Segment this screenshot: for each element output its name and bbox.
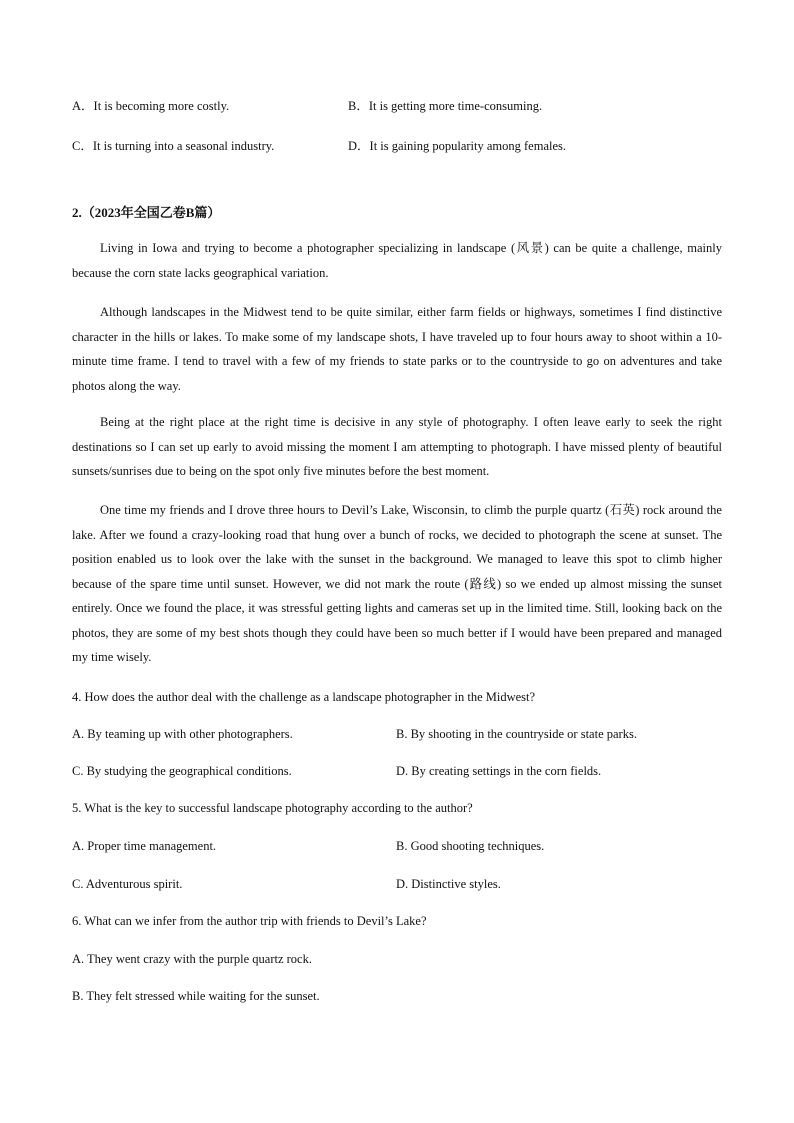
- passage-paragraph-3: Being at the right place at the right time is decisive in any style of photography. I often leave early to seek the right destinations so I can set up early to avoid missing the moment I am attempting to photograph. I have missed plenty of beautiful sunsets/sunrises due to being on the spot only five minutes before the best moment.: [72, 415, 722, 478]
- question-5-option-d: D. Distinctive styles.: [396, 877, 501, 891]
- question-4-option-c: C. By studying the geographical conditions.: [72, 764, 292, 778]
- question-4-option-d: D. By creating settings in the corn fields.: [396, 764, 602, 778]
- passage-paragraph-1: Living in Iowa and trying to become a photographer specializing in landscape (风景) can be quite a challenge, mainly because the corn state lacks geographical variation.: [72, 241, 722, 280]
- question-5-option-a: A. Proper time management.: [72, 839, 217, 853]
- question-5-option-c: C. Adventurous spirit.: [72, 877, 183, 891]
- question-4-option-b: B. By shooting in the countryside or state parks.: [396, 727, 637, 741]
- passage-paragraph-2: Although landscapes in the Midwest tend to be quite similar, either farm fields or highways, sometimes I find distinctive character in the hills or lakes. To make some of my landscape shots, I have traveled up to four hours away to shoot within a 10-minute time frame. I tend to travel with a few of my friends to state parks or to the countryside to go on adventures and take photos along the way.: [72, 305, 722, 393]
- question-5-option-b: B. Good shooting techniques.: [396, 839, 545, 853]
- passage-paragraph-4: One time my friends and I drove three hours to Devil’s Lake, Wisconsin, to climb the purple quartz (石英) rock around the lake. After we found a crazy-looking road that hung over a bunch of rocks, we decided to photograph the scene at sunset. The position enabled us to look over the lake with the sunset in the background. We managed to leave this spot to climb higher because of the spare time until sunset. However, we did not mark the route (路线) so we ended up almost missing the sunset entirely. Once we found the place, it was stressful getting lights and cameras set up in the limited time. Still, looking back on the photos, they are some of my best shots though they could have been so much better if I would have been prepared and managed my time wisely.: [72, 503, 722, 664]
- question-4-stem: 4. How does the author deal with the challenge as a landscape photographer in the Midwest?: [72, 690, 536, 704]
- section-heading: 2.（2023年全国乙卷B篇）: [72, 205, 221, 220]
- question-6-option-a: A. They went crazy with the purple quartz rock.: [72, 952, 312, 966]
- prev-option-a: A．It is becoming more costly.: [72, 99, 230, 113]
- prev-option-d: D．It is gaining popularity among females.: [348, 139, 567, 153]
- question-6-stem: 6. What can we infer from the author trip with friends to Devil’s Lake?: [72, 914, 427, 928]
- question-6-option-b: B. They felt stressed while waiting for the sunset.: [72, 989, 320, 1003]
- question-4-option-a: A. By teaming up with other photographers.: [72, 727, 293, 741]
- prev-option-c: C．It is turning into a seasonal industry.: [72, 139, 275, 153]
- prev-option-b: B．It is getting more time-consuming.: [348, 99, 543, 113]
- question-5-stem: 5. What is the key to successful landscape photography according to the author?: [72, 801, 473, 815]
